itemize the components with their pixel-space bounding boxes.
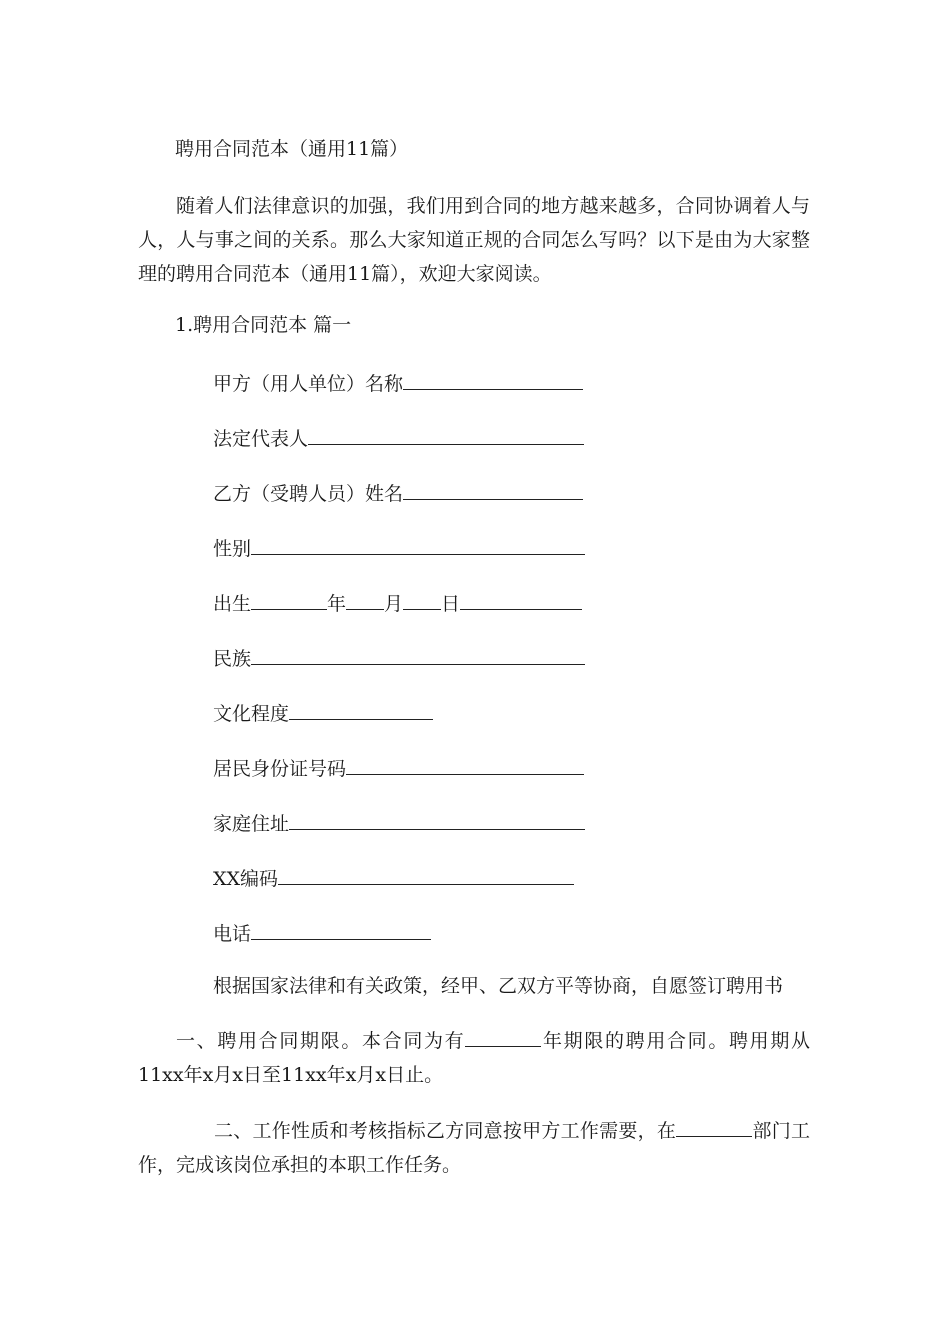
agreement-line: 根据国家法律和有关政策，经甲、乙双方平等协商，自愿签订聘用书 [213,975,784,997]
fill-blank [346,754,584,775]
clause-text: 二、工作性质和考核指标乙方同意按甲方工作需要，在 [214,1120,677,1142]
field-legal-rep [213,424,584,451]
clause-1 [138,1024,810,1092]
clause-2 [138,1114,810,1182]
field-address [213,809,585,836]
clause-text: 部门工作，完成该岗位承担的本职工作任务。 [138,1120,810,1176]
fill-blank [289,699,433,720]
field-phone [213,919,431,946]
year-label: 年 [327,593,347,615]
clause-text: 一、聘用合同期限。本合同为有 [176,1030,466,1052]
field-gender [213,534,585,561]
intro-paragraph: 随着人们法律意识的加强，我们用到合同的地方越来越多，合同协调着人与人，人与事之间的关系。那么大家知道正规的合同怎么写吗？以下是由为大家整理的聘用合同范本（通用11篇），欢迎大家阅读。 [138,195,810,285]
day-label: 日 [441,593,461,615]
field-label: 甲方（用人单位）名称 [213,373,404,395]
field-label: 性别 [213,538,252,560]
fill-blank [278,864,574,885]
fill-blank [289,809,585,830]
fill-blank [308,424,584,445]
fill-blank [676,1116,752,1137]
clause-text: 年期限的聘用合同。聘用期从11xx年x月x日至11xx年x月x日止。 [138,1030,810,1086]
month-label: 月 [384,593,404,615]
field-label: 文化程度 [213,703,290,725]
field-label: 居民身份证号码 [213,758,347,780]
field-label: 法定代表人 [213,428,309,450]
fill-blank [251,534,585,555]
field-label: 家庭住址 [213,813,290,835]
field-ethnicity [213,644,585,671]
fill-blank [403,479,583,500]
fill-blank [251,589,327,610]
document-title: 聘用合同范本（通用11篇） [175,138,409,160]
field-label: XX编码 [213,868,279,890]
fill-blank [465,1026,541,1047]
fill-blank [460,589,582,610]
field-postcode [213,864,574,891]
field-label: 出生 [213,593,252,615]
field-label: 乙方（受聘人员）姓名 [213,483,404,505]
field-education [213,699,433,726]
section-heading: 1.聘用合同范本 篇一 [175,314,352,336]
field-birth [213,589,582,616]
fill-blank [346,589,384,610]
field-party-b [213,479,583,506]
fill-blank [251,919,431,940]
fill-blank [251,644,585,665]
field-party-a [213,369,583,396]
field-label: 民族 [213,648,252,670]
field-label: 电话 [213,923,252,945]
fill-blank [403,369,583,390]
field-id-number [213,754,584,781]
fill-blank [403,589,441,610]
